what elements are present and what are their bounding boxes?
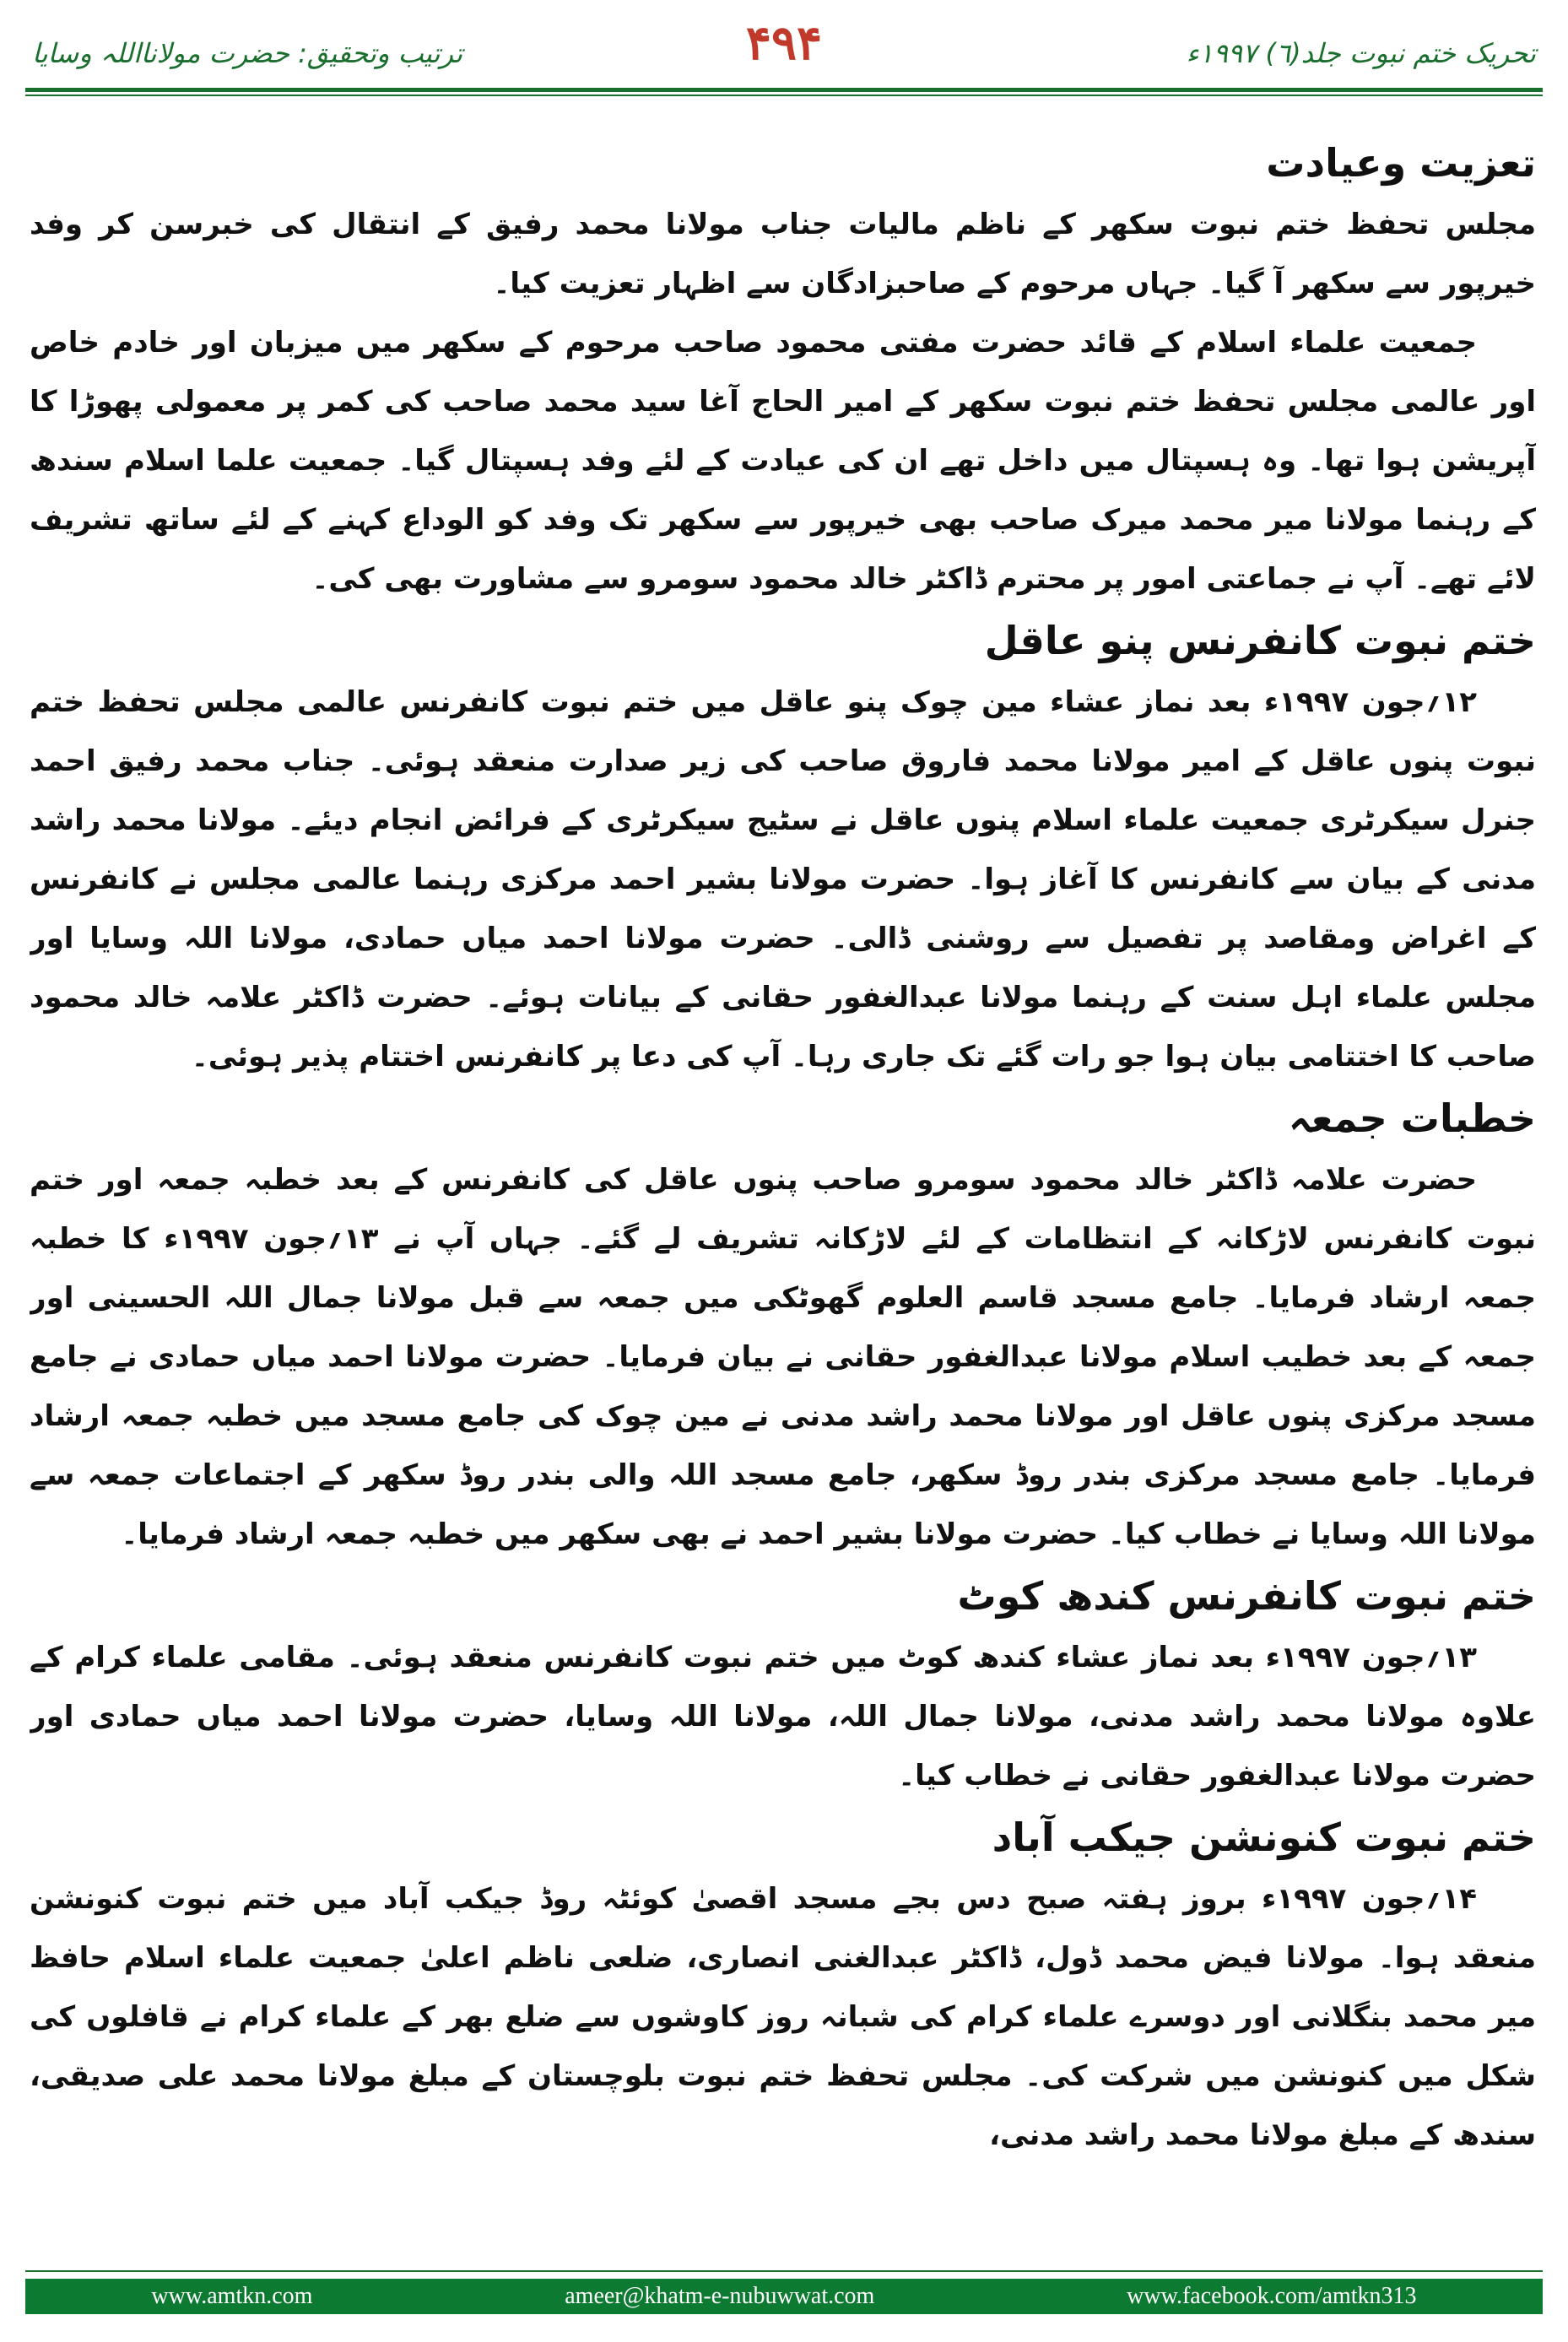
paragraph: مجلس تحفظ ختم نبوت سکھر کے ناظم مالیات جناب مولانا محمد رفیق کے انتقال کی خبرسن کر وفد خیرپور سے سکھر آ گیا۔ جہاں مرحوم کے صاحبزادگان سے اظہار تعزیت کیا۔ (30, 208, 1536, 300)
section-heading: ختم نبوت کانفرنس کندھ کوٹ (957, 1573, 1536, 1619)
footer-divider (25, 2270, 1543, 2272)
section-condolence (30, 131, 1536, 608)
footer-links-bar (25, 2279, 1543, 2314)
section-jacobabad-convention (30, 1805, 1536, 2165)
paragraph: حضرت علامہ ڈاکٹر خالد محمود سومرو صاحب پنوں عاقل کی کانفرنس کے بعد خطبہ جمعہ اور ختم نبوت کانفرنس لاڑکانہ کے انتظامات کے لئے لاڑکانہ تشریف لے گئے۔ جہاں آپ نے ۱۳؍جون ۱۹۹۷ء کا خطبہ جمعہ ارشاد فرمایا۔ جامع مسجد قاسم العلوم گھوٹکی میں جمعہ سے قبل مولانا جمال اللہ الحسینی اور جمعہ کے بعد خطیب اسلام مولانا عبدالغفور حقانی نے بیان فرمایا۔ حضرت مولانا احمد میاں حمادی نے جامع مسجد مرکزی پنوں عاقل اور مولانا محمد راشد مدنی نے مین چوک کی جامع مسجد میں خطبہ جمعہ ارشاد فرمایا۔ جامع مسجد مرکزی بندر روڈ سکھر، جامع مسجد اللہ والی بندر روڈ سکھر کے اجتماعات جمعہ سے مولانا اللہ وسایا نے خطاب کیا۔ حضرت مولانا بشیر احمد نے بھی سکھر میں خطبہ جمعہ ارشاد فرمایا۔ (30, 1163, 1536, 1551)
section-heading: خطبات جمعہ (1288, 1095, 1536, 1141)
section-friday-sermons (30, 1086, 1536, 1564)
section-pano-aqil-conference (30, 608, 1536, 1086)
page-number: ۴۹۴ (745, 15, 823, 71)
paragraph: ۱۲؍جون ۱۹۹۷ء بعد نماز عشاء مین چوک پنو عاقل میں ختم نبوت کانفرنس عالمی مجلس تحفظ ختم نبوت پنوں عاقل کے امیر مولانا محمد فاروق صاحب کی زیر صدارت منعقد ہوئی۔ جناب محمد رفیق احمد جنرل سیکرٹری جمعیت علماء اسلام پنوں عاقل نے سٹیج سیکرٹری کے فرائض انجام دیئے۔ مولانا محمد راشد مدنی کے بیان سے کانفرنس کا آغاز ہوا۔ حضرت مولانا بشیر احمد مرکزی رہنما عالمی مجلس نے کانفرنس کے اغراض ومقاصد پر تفصیل سے روشنی ڈالی۔ حضرت مولانا احمد میاں حمادی، مولانا اللہ وسایا اور مجلس علماء اہل سنت کے رہنما مولانا عبدالغفور حقانی کے بیانات ہوئے۔ حضرت ڈاکٹر علامہ خالد محمود صاحب کا اختتامی بیان ہوا جو رات گئے تک جاری رہا۔ آپ کی دعا پر کانفرنس اختتام پذیر ہوئی۔ (30, 685, 1536, 1074)
header-divider (25, 88, 1543, 92)
compiler-credit: ترتیب وتحقیق: حضرت مولانااللہ وسایا (32, 37, 463, 69)
header-divider-thin (25, 95, 1543, 96)
page-header (25, 0, 1543, 89)
paragraph: جمعیت علماء اسلام کے قائد حضرت مفتی محمود صاحب مرحوم کے سکھر میں میزبان اور خادم خاص اور عالمی مجلس تحفظ ختم نبوت سکھر کے امیر الحاج آغا سید محمد صاحب کی کمر پر معمولی پھوڑا کا آپریشن ہوا تھا۔ وہ ہسپتال میں داخل تھے ان کی عیادت کے لئے وفد ہسپتال گیا۔ جمعیت علما اسلام سندھ کے رہنما مولانا میر محمد میرک صاحب بھی خیرپور سے سکھر تک وفد کو الوداع کہنے کے لئے ساتھ تشریف لائے تھے۔ آپ نے جماعتی امور پر محترم ڈاکٹر خالد محمود سومرو سے مشاورت بھی کی۔ (30, 326, 1536, 596)
section-heading: ختم نبوت کانفرنس پنو عاقل (984, 618, 1536, 663)
facebook-link[interactable]: www.facebook.com/amtkn313 (1127, 2283, 1417, 2309)
section-kandhkot-conference (30, 1564, 1536, 1805)
page-body (30, 131, 1536, 2190)
section-heading: تعزیت وعیادت (1266, 140, 1536, 186)
book-title: تحریک ختم نبوت جلد(٦) ۱۹۹۷ء (1186, 37, 1536, 69)
website-link[interactable]: www.amtkn.com (151, 2283, 313, 2309)
page-footer (25, 2270, 1543, 2338)
paragraph: ۱۳؍جون ۱۹۹۷ء بعد نماز عشاء کندھ کوٹ میں ختم نبوت کانفرنس منعقد ہوئی۔ مقامی علماء کرام کے علاوہ مولانا محمد راشد مدنی، مولانا جمال اللہ، مولانا اللہ وسایا، حضرت مولانا احمد میاں حمادی اور حضرت مولانا عبدالغفور حقانی نے خطاب کیا۔ (30, 1641, 1536, 1793)
section-heading: ختم نبوت کنونشن جیکب آباد (992, 1815, 1536, 1860)
paragraph: ۱۴؍جون ۱۹۹۷ء بروز ہفتہ صبح دس بجے مسجد اقصیٰ کوئٹہ روڈ جیکب آباد میں ختم نبوت کنونشن منعقد ہوا۔ مولانا فیض محمد ڈول، ڈاکٹر عبدالغنی انصاری، ضلعی ناظم اعلیٰ جمعیت علماء اسلام حافظ میر محمد بنگلانی اور دوسرے علماء کرام کی شبانہ روز کاوشوں سے ضلع بھر کے علماء کرام نے قافلوں کی شکل میں کنونشن میں شرکت کی۔ مجلس تحفظ ختم نبوت بلوچستان کے مبلغ مولانا محمد علی صدیقی، سندھ کے مبلغ مولانا محمد راشد مدنی، (30, 1882, 1536, 2152)
email-link[interactable]: ameer@khatm-e-nubuwwat.com (565, 2283, 875, 2309)
